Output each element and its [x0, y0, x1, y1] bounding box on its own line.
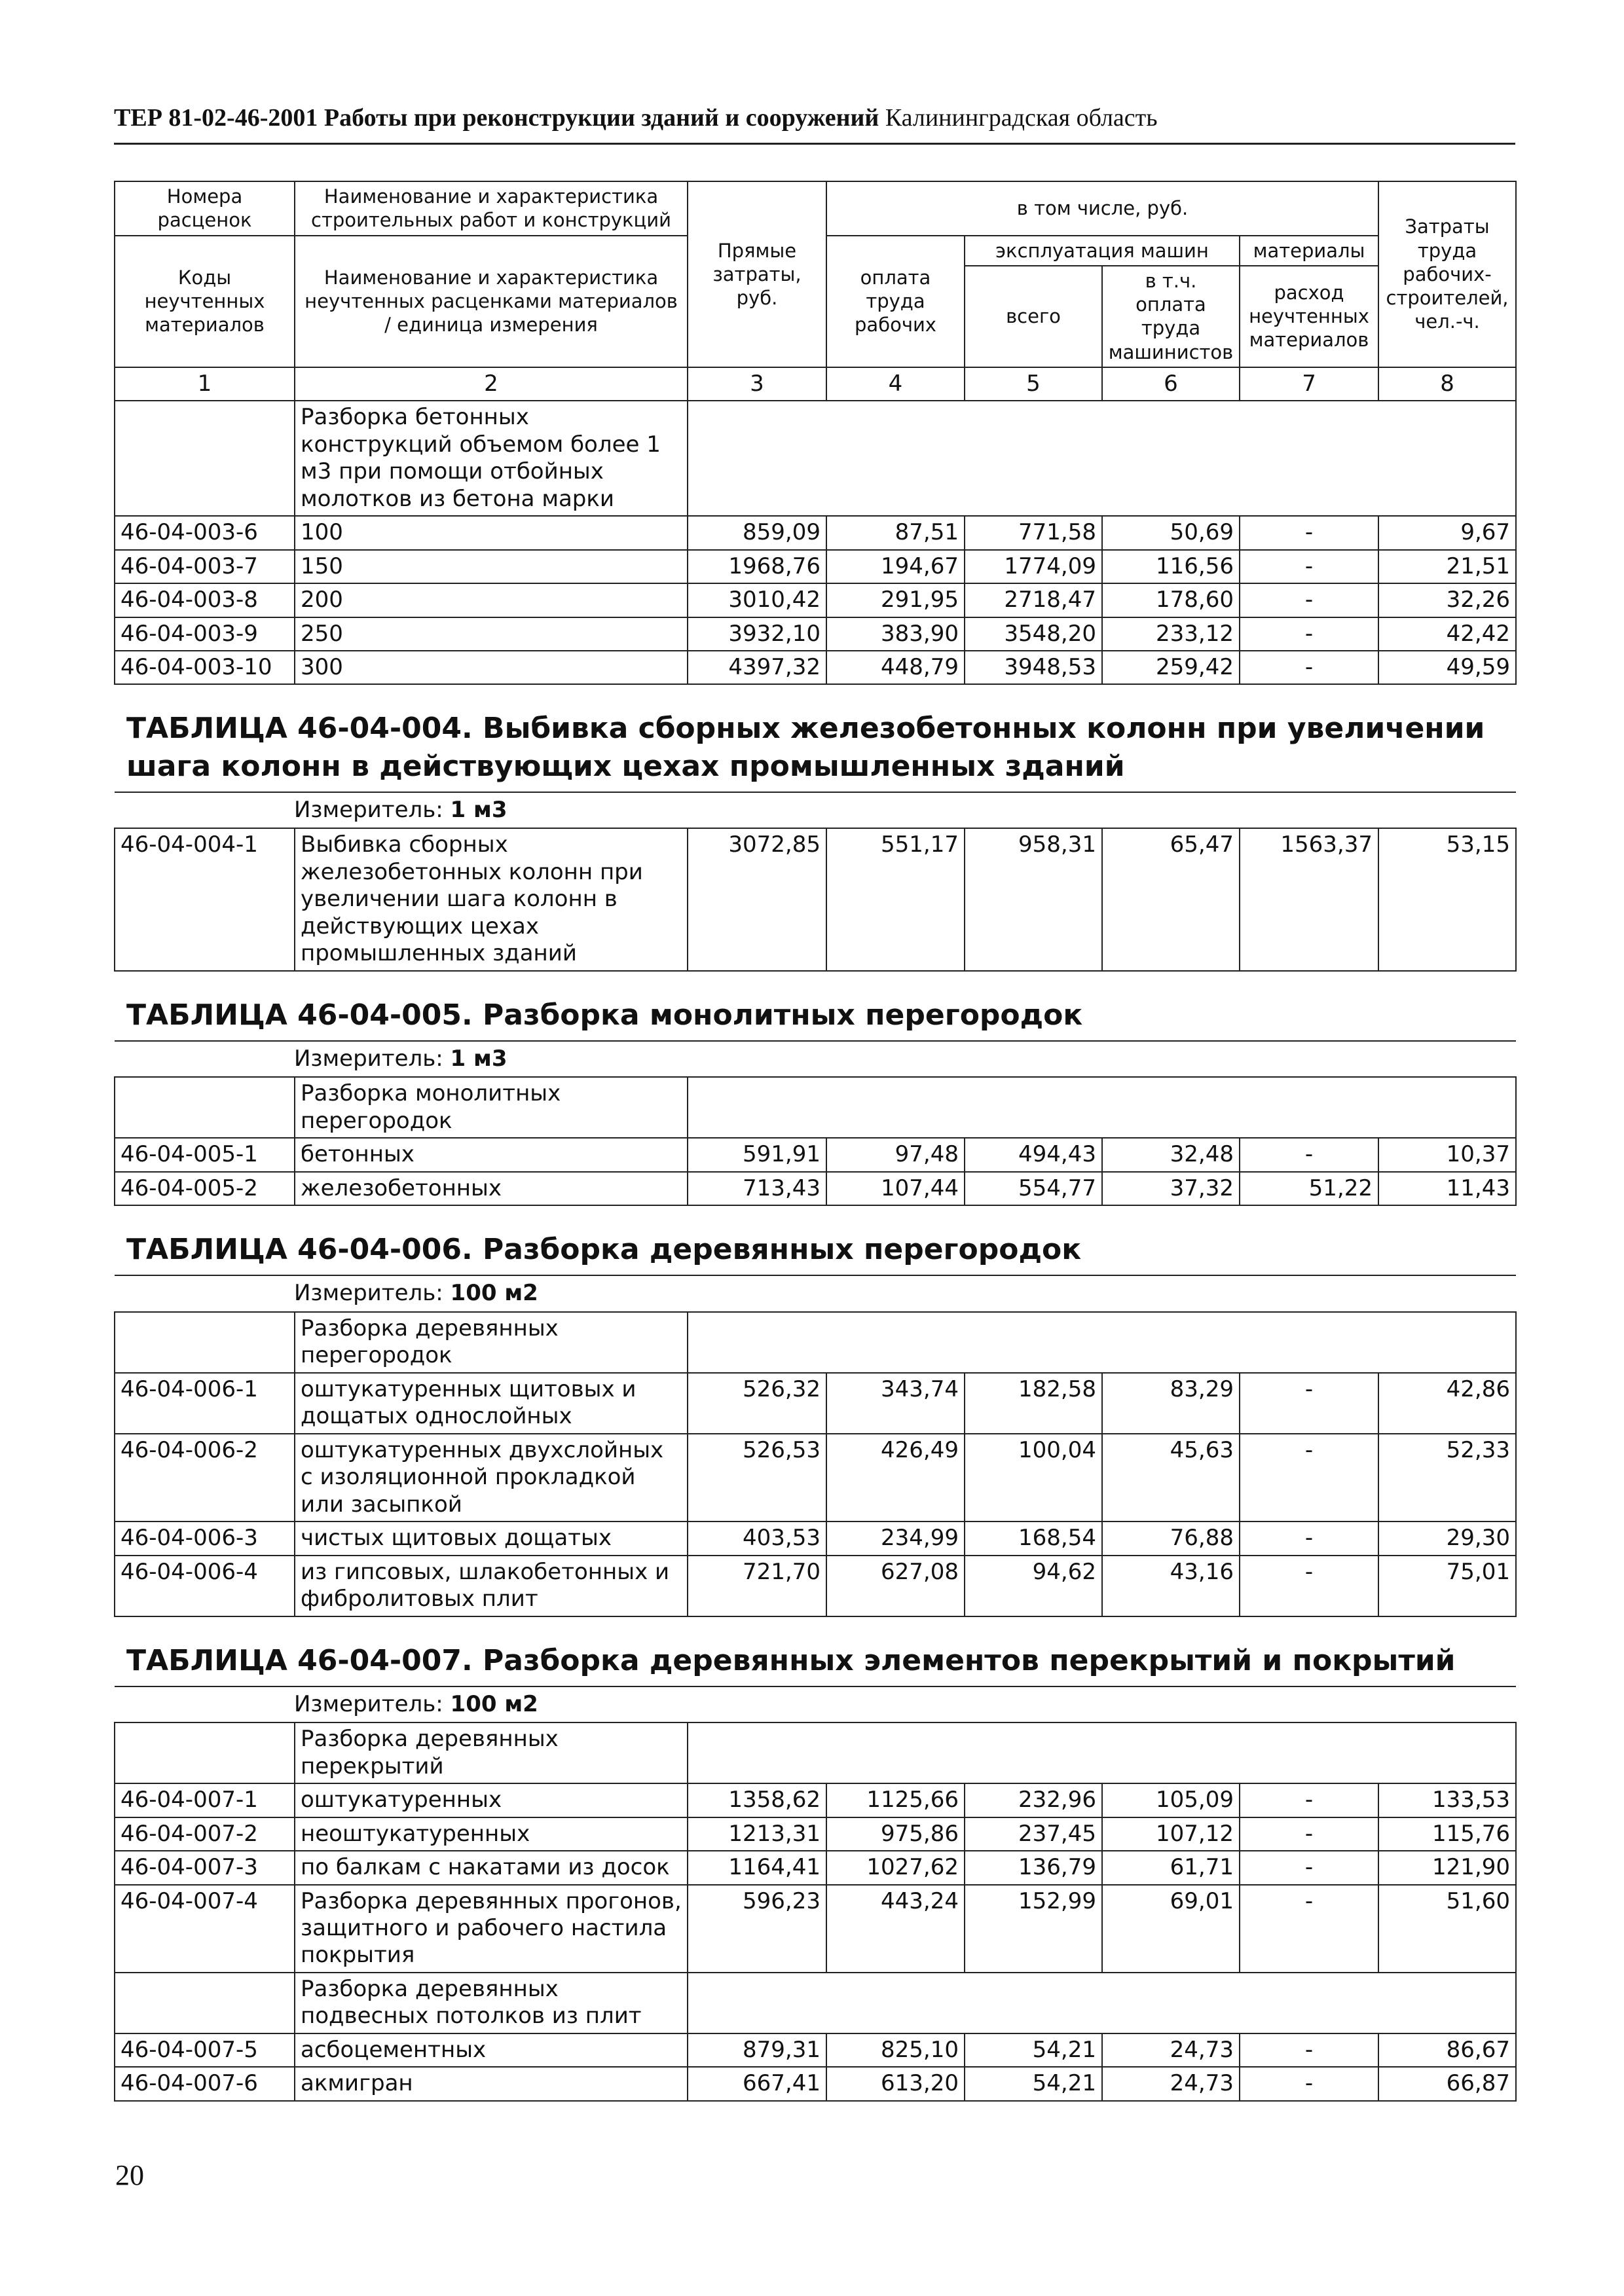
value-hours: 51,60 — [1378, 1885, 1516, 1973]
value-hours: 121,90 — [1378, 1851, 1516, 1884]
value-mat: - — [1240, 2033, 1378, 2067]
value-direct: 596,23 — [688, 1885, 826, 1973]
rate-code: 46-04-006-2 — [115, 1434, 295, 1522]
value-mach-labor: 233,12 — [1102, 617, 1240, 651]
value-direct: 667,41 — [688, 2067, 826, 2100]
rate-code: 46-04-007-6 — [115, 2067, 295, 2100]
column-number: 7 — [1240, 367, 1378, 401]
value-mach: 168,54 — [965, 1522, 1102, 1555]
measure-row — [115, 792, 1516, 828]
value-mach-labor: 76,88 — [1102, 1522, 1240, 1555]
value-mat: - — [1240, 550, 1378, 583]
value-labor: 1027,62 — [826, 1851, 965, 1884]
value-mat: - — [1240, 1851, 1378, 1884]
group-intro-row — [115, 1312, 1516, 1373]
empty-cell — [688, 1973, 1516, 2033]
column-number: 2 — [295, 367, 688, 401]
value-labor: 343,74 — [826, 1373, 965, 1434]
group-intro-text: Разборка деревянных перекрытий — [295, 1722, 688, 1783]
value-mach: 1774,09 — [965, 550, 1102, 583]
work-name: 100 — [295, 516, 688, 549]
table-row — [115, 1373, 1516, 1434]
column-number: 6 — [1102, 367, 1240, 401]
value-hours: 49,59 — [1378, 651, 1516, 684]
value-hours: 9,67 — [1378, 516, 1516, 549]
empty-cell — [115, 1312, 295, 1373]
table-body — [115, 401, 1516, 2101]
value-mach-labor: 43,16 — [1102, 1556, 1240, 1616]
rate-code: 46-04-006-4 — [115, 1556, 295, 1616]
value-labor: 448,79 — [826, 651, 965, 684]
value-mach: 152,99 — [965, 1885, 1102, 1973]
value-hours: 21,51 — [1378, 550, 1516, 583]
value-mach: 771,58 — [965, 516, 1102, 549]
value-labor: 234,99 — [826, 1522, 965, 1555]
value-mat: 1563,37 — [1240, 828, 1378, 970]
rate-code: 46-04-003-9 — [115, 617, 295, 651]
table-row — [115, 1522, 1516, 1555]
rate-code: 46-04-006-1 — [115, 1373, 295, 1434]
value-mat: - — [1240, 2067, 1378, 2100]
measure-row — [115, 1041, 1516, 1077]
value-hours: 11,43 — [1378, 1172, 1516, 1205]
value-mach-labor: 83,29 — [1102, 1373, 1240, 1434]
work-name: 300 — [295, 651, 688, 684]
work-name: акмигран — [295, 2067, 688, 2100]
materials-header: материалы — [1240, 236, 1378, 266]
value-mach: 100,04 — [965, 1434, 1102, 1522]
group-intro-row — [115, 401, 1516, 516]
value-mach: 554,77 — [965, 1172, 1102, 1205]
value-mach: 237,45 — [965, 1817, 1102, 1851]
value-mach: 2718,47 — [965, 583, 1102, 617]
measure-label: Измеритель: — [294, 1690, 443, 1717]
value-mach-labor: 259,42 — [1102, 651, 1240, 684]
value-mach-labor: 32,48 — [1102, 1138, 1240, 1171]
value-direct: 526,32 — [688, 1373, 826, 1434]
value-mach-labor: 107,12 — [1102, 1817, 1240, 1851]
col6-header: в т.ч. оплата труда машинистов — [1102, 266, 1240, 367]
work-name: оштукатуренных щитовых и дощатых однослойных — [295, 1373, 688, 1434]
work-name: 150 — [295, 550, 688, 583]
value-direct: 3010,42 — [688, 583, 826, 617]
column-number: 5 — [965, 367, 1102, 401]
work-name: чистых щитовых дощатых — [295, 1522, 688, 1555]
measure-label: Измеритель: — [294, 1045, 443, 1072]
col8-header: Затраты труда рабочих-строителей, чел.-ч. — [1378, 181, 1516, 367]
table-row — [115, 583, 1516, 617]
value-labor: 443,24 — [826, 1885, 965, 1973]
document-title: Работы при реконструкции зданий и сооружений — [323, 104, 879, 132]
empty-cell — [688, 1722, 1516, 1783]
value-labor: 1125,66 — [826, 1783, 965, 1817]
column-number: 8 — [1378, 367, 1516, 401]
value-mach: 3948,53 — [965, 651, 1102, 684]
col1-top-header: Номера расценок — [115, 181, 295, 236]
value-mach: 958,31 — [965, 828, 1102, 970]
value-mach-labor: 50,69 — [1102, 516, 1240, 549]
value-hours: 29,30 — [1378, 1522, 1516, 1555]
machines-header: эксплуатация машин — [965, 236, 1240, 266]
value-hours: 115,76 — [1378, 1817, 1516, 1851]
measure-value: 1 м3 — [450, 1045, 507, 1072]
value-labor: 551,17 — [826, 828, 965, 970]
work-name: Разборка деревянных прогонов, защитного и рабочего настила покрытия — [295, 1885, 688, 1973]
value-labor: 825,10 — [826, 2033, 965, 2067]
value-direct: 1358,62 — [688, 1783, 826, 1817]
measure-value: 1 м3 — [450, 796, 507, 823]
value-mach-labor: 105,09 — [1102, 1783, 1240, 1817]
col7-header: расход неучтенных материалов — [1240, 266, 1378, 367]
table-row — [115, 2033, 1516, 2067]
table-row — [115, 1885, 1516, 1973]
value-mat: - — [1240, 1522, 1378, 1555]
value-mach: 494,43 — [965, 1138, 1102, 1171]
table-title: ТАБЛИЦА 46-04-005. Разборка монолитных перегородок — [126, 998, 1083, 1032]
table-row — [115, 1138, 1516, 1171]
empty-cell — [115, 1722, 295, 1783]
value-labor: 194,67 — [826, 550, 965, 583]
table-row — [115, 550, 1516, 583]
empty-cell — [688, 401, 1516, 516]
value-mat: - — [1240, 651, 1378, 684]
col4-header: оплата труда рабочих — [826, 236, 965, 367]
group-intro-text: Разборка бетонных конструкций объемом более 1 м3 при помощи отбойных молотков из бетона марки — [295, 401, 688, 516]
value-mat: - — [1240, 1783, 1378, 1817]
col5-header: всего — [965, 266, 1102, 367]
group-intro-row — [115, 1077, 1516, 1138]
table-row — [115, 1851, 1516, 1884]
rate-code: 46-04-003-7 — [115, 550, 295, 583]
value-hours: 42,42 — [1378, 617, 1516, 651]
work-name: оштукатуренных двухслойных с изоляционной прокладкой или засыпкой — [295, 1434, 688, 1522]
value-mach: 232,96 — [965, 1783, 1102, 1817]
column-number: 4 — [826, 367, 965, 401]
value-mat: - — [1240, 1138, 1378, 1171]
rate-code: 46-04-003-10 — [115, 651, 295, 684]
value-direct: 1213,31 — [688, 1817, 826, 1851]
value-hours: 86,67 — [1378, 2033, 1516, 2067]
value-mat: - — [1240, 516, 1378, 549]
table-row — [115, 2067, 1516, 2100]
value-direct: 859,09 — [688, 516, 826, 549]
value-direct: 1968,76 — [688, 550, 826, 583]
value-mach: 54,21 — [965, 2033, 1102, 2067]
table-title-row — [115, 1616, 1516, 1686]
value-mach: 94,62 — [965, 1556, 1102, 1616]
col1-bottom-header: Коды неучтенных материалов — [115, 236, 295, 367]
rate-code: 46-04-007-2 — [115, 1817, 295, 1851]
table-row — [115, 651, 1516, 684]
rate-code: 46-04-007-4 — [115, 1885, 295, 1973]
empty-cell — [115, 401, 295, 516]
value-hours: 10,37 — [1378, 1138, 1516, 1171]
rate-code: 46-04-005-2 — [115, 1172, 295, 1205]
column-number: 1 — [115, 367, 295, 401]
rate-code: 46-04-003-6 — [115, 516, 295, 549]
table-row — [115, 1172, 1516, 1205]
value-mat: - — [1240, 1373, 1378, 1434]
value-mat: - — [1240, 1817, 1378, 1851]
value-direct: 1164,41 — [688, 1851, 826, 1884]
region-name: Калининградская область — [885, 104, 1158, 132]
empty-cell — [688, 1077, 1516, 1138]
rate-code: 46-04-007-5 — [115, 2033, 295, 2067]
empty-cell — [115, 1973, 295, 2033]
value-mach-labor: 69,01 — [1102, 1885, 1240, 1973]
value-mat: - — [1240, 583, 1378, 617]
work-name: 250 — [295, 617, 688, 651]
measure-row — [115, 1275, 1516, 1311]
value-labor: 107,44 — [826, 1172, 965, 1205]
work-name: 200 — [295, 583, 688, 617]
measure-label: Измеритель: — [294, 1280, 443, 1307]
table-row — [115, 617, 1516, 651]
value-labor: 975,86 — [826, 1817, 965, 1851]
table-title-row — [115, 684, 1516, 792]
value-hours: 42,86 — [1378, 1373, 1516, 1434]
col2-top-header: Наименование и характеристика строительных работ и конструкций — [295, 181, 688, 236]
rate-code: 46-04-007-1 — [115, 1783, 295, 1817]
value-mach: 54,21 — [965, 2067, 1102, 2100]
value-labor: 383,90 — [826, 617, 965, 651]
rate-code: 46-04-006-3 — [115, 1522, 295, 1555]
col3-header: Прямые затраты, руб. — [688, 181, 826, 367]
group-intro-row — [115, 1973, 1516, 2033]
page-number: 20 — [115, 2159, 144, 2191]
value-direct: 879,31 — [688, 2033, 826, 2067]
value-labor: 87,51 — [826, 516, 965, 549]
value-mach: 182,58 — [965, 1373, 1102, 1434]
value-mach-labor: 178,60 — [1102, 583, 1240, 617]
rate-code: 46-04-007-3 — [115, 1851, 295, 1884]
table-title-row — [115, 971, 1516, 1041]
value-mach-labor: 24,73 — [1102, 2067, 1240, 2100]
value-direct: 403,53 — [688, 1522, 826, 1555]
value-mat: - — [1240, 617, 1378, 651]
measure-row — [115, 1686, 1516, 1722]
including-header: в том числе, руб. — [826, 181, 1378, 236]
table-title: ТАБЛИЦА 46-04-007. Разборка деревянных элементов перекрытий и покрытий — [126, 1643, 1456, 1677]
measure-value: 100 м2 — [450, 1690, 538, 1717]
value-mat: - — [1240, 1434, 1378, 1522]
value-labor: 613,20 — [826, 2067, 965, 2100]
value-direct: 721,70 — [688, 1556, 826, 1616]
empty-cell — [688, 1312, 1516, 1373]
column-number-row — [115, 367, 1516, 401]
rate-code: 46-04-005-1 — [115, 1138, 295, 1171]
table-row — [115, 1556, 1516, 1616]
table-title: ТАБЛИЦА 46-04-006. Разборка деревянных перегородок — [126, 1233, 1082, 1267]
rate-code: 46-04-004-1 — [115, 828, 295, 970]
value-mat: 51,22 — [1240, 1172, 1378, 1205]
value-direct: 526,53 — [688, 1434, 826, 1522]
value-mach-labor: 65,47 — [1102, 828, 1240, 970]
table-row — [115, 1783, 1516, 1817]
value-labor: 426,49 — [826, 1434, 965, 1522]
column-number: 3 — [688, 367, 826, 401]
value-hours: 75,01 — [1378, 1556, 1516, 1616]
value-mach-labor: 61,71 — [1102, 1851, 1240, 1884]
table-row — [115, 828, 1516, 970]
table-row — [115, 1434, 1516, 1522]
measure-value: 100 м2 — [450, 1280, 538, 1307]
table-row — [115, 1817, 1516, 1851]
value-direct: 3932,10 — [688, 617, 826, 651]
work-name: железобетонных — [295, 1172, 688, 1205]
group-intro-row — [115, 1722, 1516, 1783]
value-mat: - — [1240, 1556, 1378, 1616]
value-mach-labor: 45,63 — [1102, 1434, 1240, 1522]
value-labor: 627,08 — [826, 1556, 965, 1616]
value-mat: - — [1240, 1885, 1378, 1973]
rates-table — [114, 181, 1517, 2102]
value-hours: 133,53 — [1378, 1783, 1516, 1817]
value-labor: 97,48 — [826, 1138, 965, 1171]
work-name: асбоцементных — [295, 2033, 688, 2067]
group-intro-text: Разборка деревянных перегородок — [295, 1312, 688, 1373]
work-name: бетонных — [295, 1138, 688, 1171]
value-direct: 4397,32 — [688, 651, 826, 684]
table-row — [115, 516, 1516, 549]
work-name: по балкам с накатами из досок — [295, 1851, 688, 1884]
value-hours: 53,15 — [1378, 828, 1516, 970]
document-code: ТЕР 81-02-46-2001 — [114, 104, 318, 132]
value-hours: 66,87 — [1378, 2067, 1516, 2100]
table-title-row — [115, 1205, 1516, 1275]
value-mach-labor: 37,32 — [1102, 1172, 1240, 1205]
work-name: неоштукатуренных — [295, 1817, 688, 1851]
empty-cell — [115, 1077, 295, 1138]
work-name: Выбивка сборных железобетонных колонн при увеличении шага колонн в действующих цехах промышленных зданий — [295, 828, 688, 970]
work-name: из гипсовых, шлакобетонных и фибролитовых плит — [295, 1556, 688, 1616]
group-intro-text: Разборка деревянных подвесных потолков из плит — [295, 1973, 688, 2033]
rate-code: 46-04-003-8 — [115, 583, 295, 617]
value-mach-labor: 116,56 — [1102, 550, 1240, 583]
group-intro-text: Разборка монолитных перегородок — [295, 1077, 688, 1138]
value-direct: 591,91 — [688, 1138, 826, 1171]
value-direct: 713,43 — [688, 1172, 826, 1205]
col2-bottom-header: Наименование и характеристика неучтенных расценками материалов / единица измерения — [295, 236, 688, 367]
work-name: оштукатуренных — [295, 1783, 688, 1817]
page-header — [114, 103, 1515, 145]
value-hours: 52,33 — [1378, 1434, 1516, 1522]
value-direct: 3072,85 — [688, 828, 826, 970]
table-title: ТАБЛИЦА 46-04-004. Выбивка сборных железобетонных колонн при увеличении шага колонн в действующих цехах промышленных зданий — [126, 712, 1485, 783]
value-hours: 32,26 — [1378, 583, 1516, 617]
value-mach: 3548,20 — [965, 617, 1102, 651]
value-mach: 136,79 — [965, 1851, 1102, 1884]
measure-label: Измеритель: — [294, 796, 443, 823]
value-labor: 291,95 — [826, 583, 965, 617]
value-mach-labor: 24,73 — [1102, 2033, 1240, 2067]
